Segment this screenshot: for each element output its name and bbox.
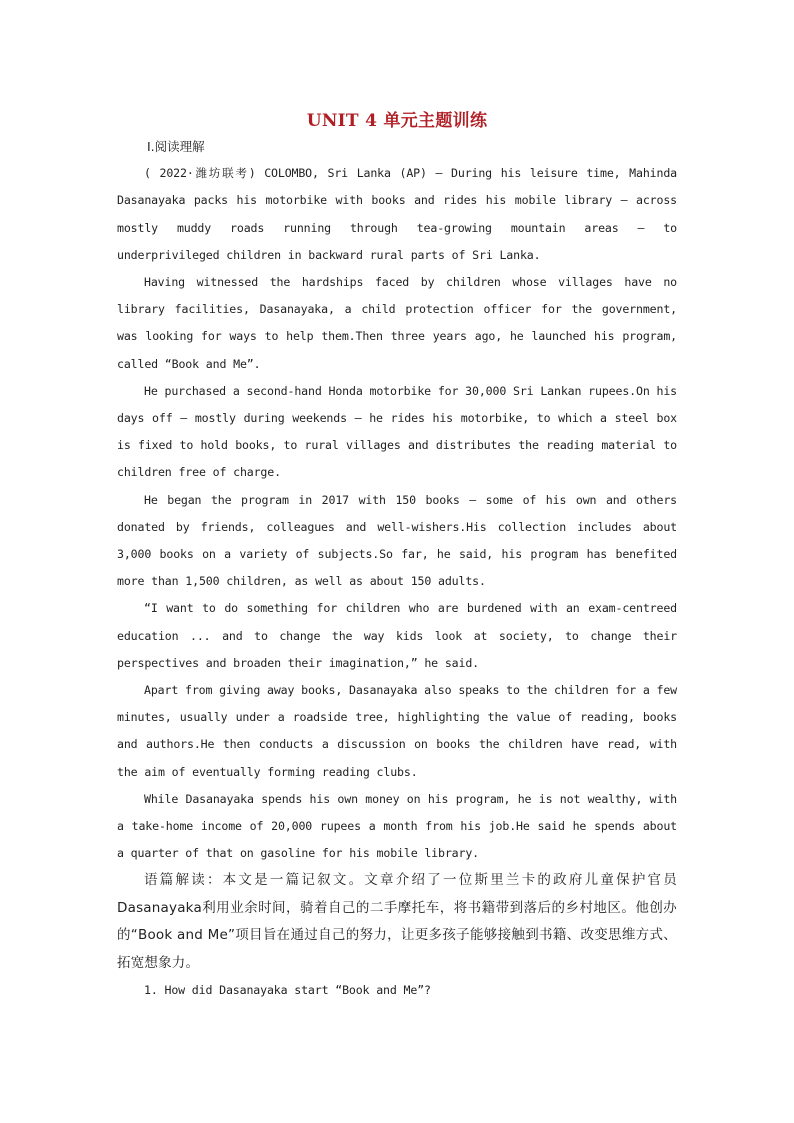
paragraph-1: ( 2022·潍坊联考) COLOMBO, Sri Lanka (AP) — During his leisure time, Mahinda Dasanayaka packs his motorbike with books and rides his mobile library — across mostly muddy roads running through tea-growing mountain areas — to underprivileged children in backward rural parts of Sri Lanka. — [117, 166, 677, 262]
page-title: UNIT 4 单元主题训练 — [306, 111, 488, 131]
paragraph-2: Having witnessed the hardships faced by children whose villages have no library facilities, Dasanayaka, a child protection officer for the government, was looking for ways to help them.Then three years ago, he launched his program, called “Book and Me”. — [117, 275, 677, 371]
paragraph-4: He began the program in 2017 with 150 books — some of his own and others donated by friends, colleagues and well-wishers.His collection includes about 3,000 books on a variety of subjects.So far, he said, his program has benefited more than 1,500 children, as well as about 150 adults. — [117, 492, 677, 589]
passage-summary: 语篇解读：本文是一篇记叙文。文章介绍了一位斯里兰卡的政府儿童保护官员Dasanayaka利用业余时间，骑着自己的二手摩托车，将书籍带到落后的乡村地区。他创办的“Book and Me”项目旨在通过自己的努力，让更多孩子能够接触到书籍、改变思维方式、拓宽想象力。 — [117, 872, 677, 971]
section-heading: Ⅰ.阅读理解 — [147, 139, 205, 154]
document-body — [117, 133, 677, 1004]
paragraph-7: While Dasanayaka spends his own money on his program, he is not wealthy, with a take-home income of 20,000 rupees a month from his job.He said he spends about a quarter of that on gasoline for his mobile library. — [117, 791, 677, 861]
paragraph-5: “I want to do something for children who are burdened with an exam-centreed education ... and to change the way kids look at society, to change their perspectives and broaden their imagination,” he said. — [117, 601, 677, 670]
paragraph-6: Apart from giving away books, Dasanayaka also speaks to the children for a few minutes, usually under a roadside tree, highlighting the value of reading, books and authors.He then conducts a discussion on books the children have read, with the aim of eventually forming reading clubs. — [117, 683, 677, 779]
paragraph-3: He purchased a second-hand Honda motorbike for 30,000 Sri Lankan rupees.On his days off — mostly during weekends — he rides his motorbike, to which a steel box is fixed to hold books, to rural villages and distributes the reading material to children free of charge. — [117, 383, 677, 480]
question-1: 1. How did Dasanayaka start “Book and Me”? — [144, 983, 431, 998]
